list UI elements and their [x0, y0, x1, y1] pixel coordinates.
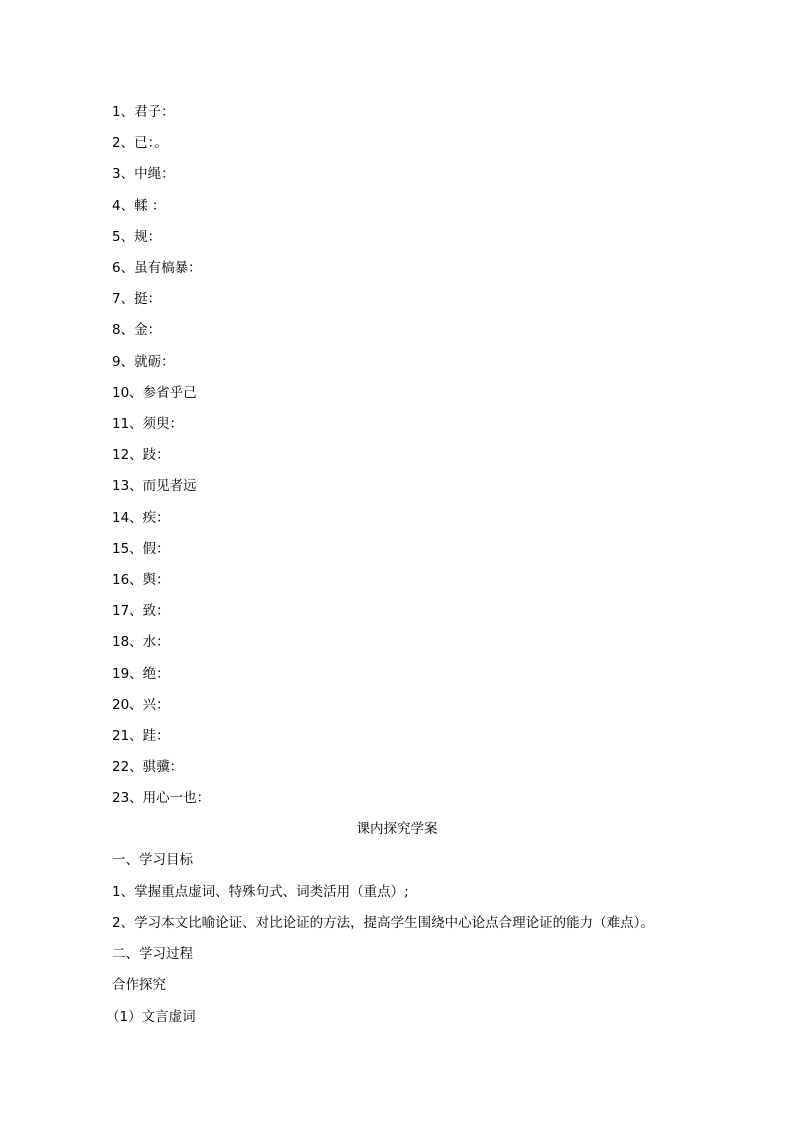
- vocab-item: 16、舆：: [112, 572, 170, 588]
- vocab-item: 15、假：: [112, 540, 170, 557]
- vocab-item: 5、规：: [112, 228, 162, 245]
- vocab-item: 4、輮 ：: [112, 197, 166, 214]
- vocab-item: 21、跬：: [112, 728, 170, 744]
- vocab-item: 3、中绳：: [112, 166, 175, 183]
- vocab-item: 2、已：。: [112, 135, 168, 152]
- goal-item: 1、掌握重点虚词、特殊句式、词类活用（重点）;: [112, 884, 409, 900]
- vocab-item: 18、水：: [112, 634, 170, 651]
- vocab-item: 12、跂：: [112, 447, 170, 464]
- vocab-item: 17、致：: [112, 603, 170, 620]
- goals-heading: 一、学习目标: [112, 852, 193, 868]
- vocab-item: 8、金：: [112, 322, 162, 339]
- vocab-item: 10、参省乎己: [112, 384, 197, 401]
- process-heading: 二、学习过程: [112, 946, 193, 962]
- vocab-item: 11、须臾：: [112, 416, 184, 432]
- vocab-item: 23、用心一也：: [112, 790, 211, 807]
- cooperative-inquiry-label: 合作探究: [112, 977, 166, 993]
- vocab-item: 13、而见者远: [112, 478, 197, 495]
- vocab-item: 6、虽有槁暴：: [112, 260, 202, 276]
- vocab-item: 22、骐骥：: [112, 759, 184, 776]
- subheading-classical-particles: （1）文言虚词: [106, 1009, 196, 1025]
- section-title: 课内探究学案: [356, 821, 438, 837]
- vocab-item: 14、疾：: [112, 509, 170, 526]
- goal-item: 2、学习本文比喻论证、对比论证的方法，提高学生围绕中心论点合理论证的能力（难点）。: [112, 915, 654, 931]
- vocab-item: 9、就砺：: [112, 353, 175, 370]
- vocab-item: 19、绝：: [112, 665, 170, 682]
- vocab-item: 1、君子：: [112, 104, 175, 120]
- vocab-item: 7、挺：: [112, 291, 162, 308]
- vocab-item: 20、兴：: [112, 696, 170, 713]
